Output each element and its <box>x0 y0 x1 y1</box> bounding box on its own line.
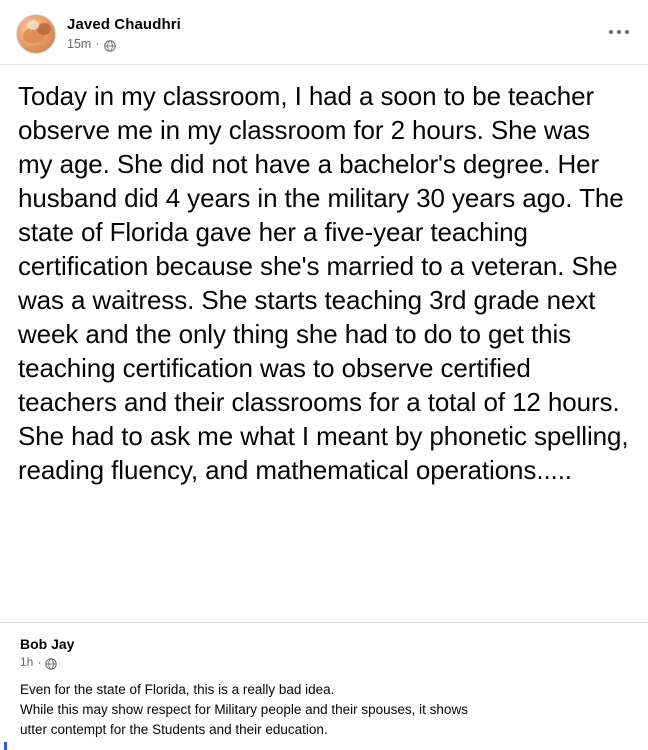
ellipsis-dot-1 <box>609 30 613 34</box>
meta-separator: · <box>95 37 100 51</box>
comment-author-name[interactable]: Bob Jay <box>20 636 75 652</box>
avatar-shape-2 <box>37 23 51 35</box>
comment-meta-separator: · <box>37 655 42 669</box>
comment-meta <box>20 655 628 670</box>
comment-text-line-2: While this may show respect for Military people and their spouses, it shows <box>20 702 468 717</box>
comment-timestamp[interactable]: 1h <box>20 655 34 669</box>
globe-icon[interactable] <box>45 658 57 670</box>
post-author-block <box>67 14 181 52</box>
comment-text-line-1: Even for the state of Florida, this is a really bad idea. <box>20 682 335 697</box>
post-meta <box>67 37 181 52</box>
ellipsis-dot-3 <box>625 30 629 34</box>
comment <box>0 623 648 750</box>
comment-text <box>20 680 628 740</box>
post-author-name[interactable]: Javed Chaudhri <box>67 16 181 33</box>
avatar[interactable] <box>16 14 56 54</box>
bottom-strip <box>0 744 648 750</box>
avatar-shape-3 <box>27 20 39 30</box>
bottom-accent-mark <box>4 742 7 750</box>
comment-text-line-3: utter contempt for the Students and their education. <box>20 722 328 737</box>
ellipsis-dot-2 <box>617 30 621 34</box>
post-timestamp[interactable]: 15m <box>67 37 92 51</box>
globe-icon[interactable] <box>104 40 116 52</box>
post-body-text: Today in my classroom, I had a soon to be teacher observe me in my classroom for 2 hours. She was my age. She did not have a bachelor's degree. Her husband did 4 years in the military 30 years ago. The state of Florida gave her a five-year teaching certification because she's married to a veteran. She was a waitress. She starts teaching 3rd grade next week and the only thing she had to do to get this teaching certification was to observe certified teachers and their classrooms for a total of 12 hours. She had to ask me what I meant by phonetic spelling, reading fluency, and mathematical operations..... <box>18 81 629 485</box>
ellipsis-icon[interactable] <box>604 22 634 42</box>
post-header <box>0 0 648 64</box>
